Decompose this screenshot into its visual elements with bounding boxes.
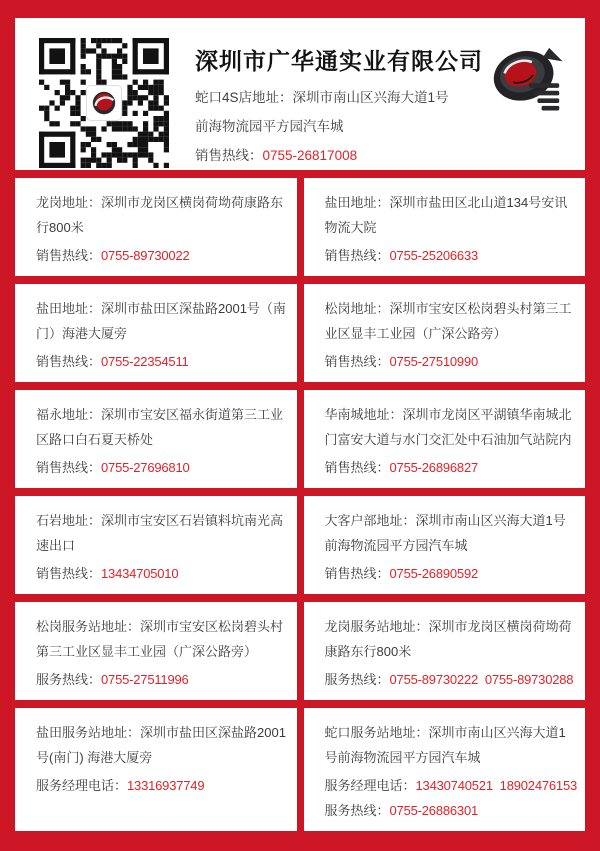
phone-number: 0755-89730222 0755-89730288: [389, 672, 574, 687]
locations-grid: [15, 178, 585, 831]
phone-line: [36, 349, 287, 374]
qr-center-logo-icon: [86, 85, 122, 121]
location-address: 华南城地址：深圳市龙岗区平湖镇华南城北门富安大道与水门交汇处中石油加气站院内: [324, 407, 572, 447]
location-card-songgang: [304, 284, 586, 382]
phone-label: 销售热线：: [324, 566, 390, 581]
location-address: 盐田地址：深圳市盐田区北山道134号安讯物流大院: [324, 195, 568, 235]
location-address: 龙岗服务站地址：深圳市龙岗区横岗荷坳荷康路东行800米: [324, 619, 572, 659]
location-card-longgang-service: [304, 602, 586, 700]
phone-number: 0755-27511996: [101, 672, 189, 687]
header-panel: [15, 18, 585, 170]
company-logo-icon: [487, 41, 571, 122]
location-card-fuyong: [15, 390, 297, 488]
phone-label: 服务热线：: [324, 672, 390, 687]
phone-number: 13430740521 18902476153: [415, 778, 577, 793]
location-address: 蛇口服务站地址：深圳市南山区兴海大道1号前海物流园平方园汽车城: [324, 725, 566, 765]
phone-label: 销售热线：: [36, 566, 102, 581]
location-card-shekou-service: [304, 708, 586, 831]
location-card-yantian-shenyan: [15, 284, 297, 382]
phone-line: [36, 455, 287, 480]
location-card-huanancheng: [304, 390, 586, 488]
phone-label: 销售热线：: [36, 460, 102, 475]
qr-code-icon: [39, 38, 169, 168]
phone-label: 销售热线：: [36, 248, 102, 263]
hotline-label: 销售热线：: [195, 148, 263, 163]
hotline-number: 0755-26817008: [262, 148, 358, 163]
phone-number: 0755-27510990: [389, 354, 479, 369]
phone-number: 0755-89730022: [101, 248, 190, 263]
phone-label: 销售热线：: [324, 248, 390, 263]
phone-label: 服务热线：: [36, 672, 102, 687]
store-address-line1: 蛇口4S店地址：深圳市南山区兴海大道1号: [195, 90, 449, 105]
location-address: 盐田地址：深圳市盐田区深盐路2001号（南门）海港大厦旁: [36, 301, 286, 341]
location-address: 石岩地址：深圳市宝安区石岩镇料坑南光高速出口: [36, 513, 284, 553]
phone-label: 服务热线：: [324, 803, 390, 818]
location-address: 松岗地址：深圳市宝安区松岗碧头村第三工业区显丰工业园（广深公路旁）: [324, 301, 572, 341]
phone-number: 13316937749: [127, 778, 205, 793]
location-card-shiyan: [15, 496, 297, 594]
location-address: 松岗服务站地址：深圳市宝安区松岗碧头村第三工业区显丰工业园（广深公路旁）: [36, 619, 284, 659]
phone-line: [36, 243, 287, 268]
phone-number: 0755-26886301: [389, 803, 479, 818]
location-address: 龙岗地址：深圳市龙岗区横岗荷坳荷康路东行800米: [36, 195, 284, 235]
phone-label: 服务经理电话：: [324, 778, 416, 793]
phone-number: 0755-26896827: [389, 460, 479, 475]
location-card-longgang: [15, 178, 297, 276]
location-card-songgang-service: [15, 602, 297, 700]
phone-label: 销售热线：: [36, 354, 102, 369]
phone-line: [36, 773, 287, 798]
phone-number: 13434705010: [101, 566, 179, 581]
header-hotline: [195, 148, 487, 164]
location-card-yantian-beishan: [304, 178, 586, 276]
phone-label: 服务经理电话：: [36, 778, 128, 793]
location-card-yantian-service: [15, 708, 297, 831]
phone-line: [325, 773, 576, 798]
phone-number: 0755-27696810: [101, 460, 190, 475]
phone-number: 0755-26890592: [389, 566, 479, 581]
phone-line: [325, 798, 576, 823]
company-name: 深圳市广华通实业有限公司: [195, 48, 483, 74]
phone-label: 销售热线：: [324, 354, 390, 369]
location-address: 大客户部地址：深圳市南山区兴海大道1号前海物流园平方园汽车城: [324, 513, 566, 553]
phone-line: [325, 455, 576, 480]
location-address: 盐田服务站地址：深圳市盐田区深盐路2001号(南门) 海港大厦旁: [36, 725, 286, 765]
phone-line: [325, 667, 576, 692]
phone-line: [36, 561, 287, 586]
store-address-line2: 前海物流园平方园汽车城: [195, 119, 344, 134]
phone-line: [36, 667, 287, 692]
phone-number: 0755-25206633: [389, 248, 479, 263]
header-text-block: [195, 29, 487, 164]
phone-line: [325, 243, 576, 268]
phone-line: [325, 349, 576, 374]
location-card-dakehubu: [304, 496, 586, 594]
location-address: 福永地址：深圳市宝安区福永街道第三工业区路口白石夏天桥处: [36, 407, 284, 447]
phone-number: 0755-22354511: [101, 354, 189, 369]
phone-line: [325, 561, 576, 586]
phone-label: 销售热线：: [324, 460, 390, 475]
